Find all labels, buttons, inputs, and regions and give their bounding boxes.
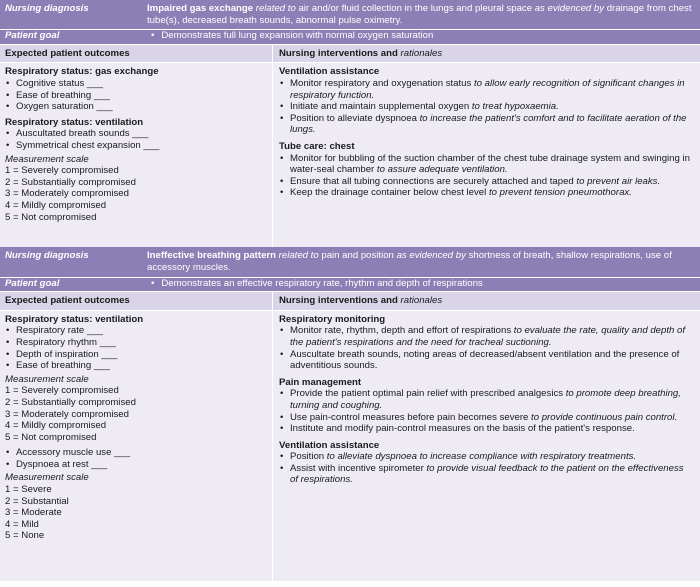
scale-item: 1 = Severely compromised [5, 165, 119, 177]
nursing-diagnosis-label: Nursing diagnosis [5, 3, 89, 14]
intervention-heading: Tube care: chest [279, 140, 355, 152]
scale-item: 2 = Substantial [5, 495, 69, 507]
list-item: • Monitor respiratory and oxygenation status to allow early recognition of significant changes in respiratory function. [290, 78, 694, 101]
scale-item: 3 = Moderate [5, 507, 62, 519]
list-item: • Monitor rate, rhythm, depth and effort of respirations to evaluate the rate, quality and depth of the patient's respirations and the need for tracheal suctioning. [290, 325, 694, 348]
list-item: • Respiratory rate ___ [16, 325, 267, 337]
outcome-heading: Respiratory status: ventilation [5, 313, 144, 325]
list-item: • Accessory muscle use ___ [16, 447, 267, 459]
interventions-cell-2 [273, 311, 700, 581]
scale-item: 1 = Severely compromised [5, 385, 119, 397]
outcome-heading: Respiratory status: gas exchange [5, 66, 159, 78]
section-1-body [0, 63, 700, 247]
list-item: • Initiate and maintain supplemental oxygen to treat hypoxaemia. [290, 101, 694, 113]
scale-item: 2 = Substantially compromised [5, 396, 136, 408]
column-headers-2 [0, 291, 700, 311]
outcome-list [5, 128, 267, 151]
interventions-column-header: Nursing interventions and rationales [279, 295, 443, 307]
nursing-diagnosis-label: Nursing diagnosis [5, 250, 89, 262]
outcomes-cell-1 [0, 63, 273, 247]
list-item: • Ensure that all tubing connections are securely attached and taped to prevent air leaks. [290, 176, 694, 188]
scale-item: 5 = Not compromised [5, 211, 97, 223]
patient-goal-text: • Demonstrates full lung expansion with normal oxygen saturation [151, 30, 434, 42]
patient-goal-text: • Demonstrates an effective respiratory rate, rhythm and depth of respirations [151, 277, 483, 289]
patient-goal-row-1 [0, 29, 700, 44]
outcomes-column-header: Expected patient outcomes [0, 45, 273, 63]
patient-goal-label: Patient goal [5, 277, 60, 289]
list-item: • Institute and modify pain-control measures on the basis of the patient's response. [290, 423, 694, 435]
outcome-list [5, 325, 267, 371]
outcome-list [5, 78, 267, 113]
nursing-diagnosis-row-1 [0, 0, 700, 29]
list-item: • Use pain-control measures before pain becomes severe to provide continuous pain control. [290, 412, 694, 424]
intervention-heading: Ventilation assistance [279, 66, 380, 78]
scale-item: 3 = Moderately compromised [5, 188, 129, 200]
scale-item: 2 = Substantially compromised [5, 176, 136, 188]
scale-item: 5 = Not compromised [5, 431, 97, 443]
scale-item: 1 = Severe [5, 484, 52, 496]
scale-title: Measurement scale [5, 153, 89, 165]
list-item: • Position to alleviate dyspnoea to increase compliance with respiratory treatments. [290, 451, 694, 463]
outcomes-column-header: Expected patient outcomes [0, 292, 273, 310]
nursing-diagnosis-text: Ineffective breathing pattern related to pain and position as evidenced by shortness of breath, shallow respirations, use of accessory muscles. [147, 250, 672, 273]
column-headers-1 [0, 44, 700, 64]
patient-goal-row-2 [0, 277, 700, 292]
scale-item: 3 = Moderately compromised [5, 408, 129, 420]
section-2-body [0, 311, 700, 581]
list-item: • Oxygen saturation ___ [16, 101, 267, 113]
list-item: • Ease of breathing ___ [16, 90, 267, 102]
list-item: • Keep the drainage container below chest level to prevent tension pneumothorax. [290, 187, 694, 199]
list-item: • Ease of breathing ___ [16, 360, 267, 372]
intervention-heading: Ventilation assistance [279, 439, 380, 451]
list-item: • Depth of inspiration ___ [16, 349, 267, 361]
intervention-list [279, 388, 694, 434]
scale-item: 5 = None [5, 530, 45, 542]
scale-title: Measurement scale [5, 472, 89, 484]
interventions-cell-1 [273, 63, 700, 247]
list-item: • Position to alleviate dyspnoea to increase the patient's comfort and to facilitate aeration of the lungs. [290, 113, 694, 136]
intervention-list [279, 325, 694, 371]
list-item: • Cognitive status ___ [16, 78, 267, 90]
list-item: • Provide the patient optimal pain relief with prescribed analgesics to promote deep breathing, turning and coughing. [290, 388, 694, 411]
list-item: • Auscultate breath sounds, noting areas of decreased/absent ventilation and the presence of adventitious sounds. [290, 349, 694, 372]
list-item: • Symmetrical chest expansion ___ [16, 140, 267, 152]
list-item: • Monitor for bubbling of the suction chamber of the chest tube drainage system and swinging in water-seal chamber to assure adequate ventilation. [290, 153, 694, 176]
list-item: • Dyspnoea at rest ___ [16, 459, 267, 471]
intervention-list [279, 78, 694, 136]
nursing-diagnosis-text: Impaired gas exchange related to air and/or fluid collection in the lungs and pleural space as evidenced by drainage from chest tube(s), decreased breath sounds, abnormal pulse oximetry. [147, 3, 692, 26]
scale-item: 4 = Mildly compromised [5, 199, 107, 211]
nursing-diagnosis-row-2 [0, 247, 700, 276]
intervention-list [279, 153, 694, 199]
interventions-column-header: Nursing interventions and rationales [279, 47, 443, 59]
list-item: • Auscultated breath sounds ___ [16, 128, 267, 140]
outcome-heading: Respiratory status: ventilation [5, 116, 144, 128]
outcome-list [5, 447, 267, 470]
intervention-heading: Respiratory monitoring [279, 313, 386, 325]
intervention-list [279, 451, 694, 486]
intervention-heading: Pain management [279, 376, 362, 388]
scale-item: 4 = Mildly compromised [5, 420, 107, 432]
scale-title: Measurement scale [5, 373, 89, 385]
scale-item: 4 = Mild [5, 518, 39, 530]
list-item: • Assist with incentive spirometer to provide visual feedback to the patient on the effectiveness of respirations. [290, 463, 694, 486]
patient-goal-label: Patient goal [5, 30, 60, 42]
list-item: • Respiratory rhythm ___ [16, 337, 267, 349]
outcomes-cell-2 [0, 311, 273, 581]
